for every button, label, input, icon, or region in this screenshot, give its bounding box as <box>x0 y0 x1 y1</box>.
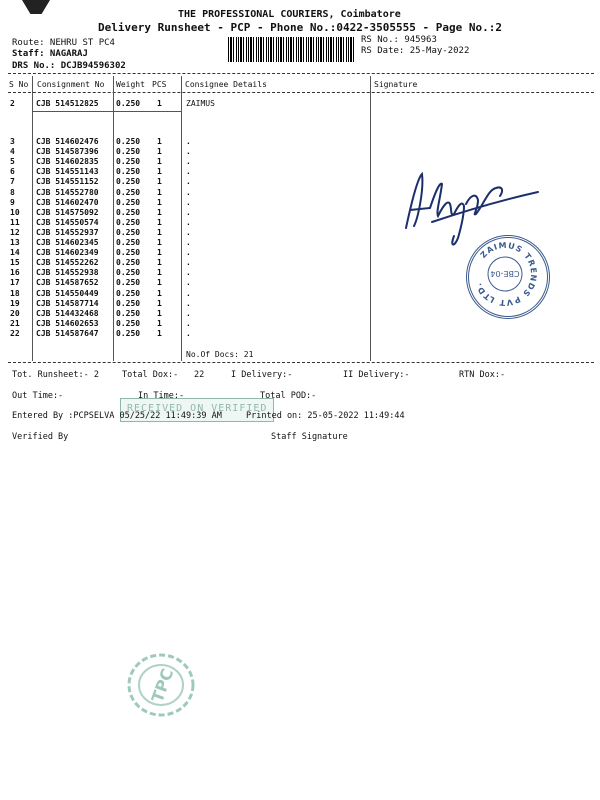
received-stamp-text: RECEIVED ON VERIFIED <box>127 403 268 414</box>
row-consignee: . <box>186 157 191 167</box>
row-consignee: . <box>186 258 191 268</box>
svg-text:ZAIMUS TRENDS PVT LTD.: ZAIMUS TRENDS PVT LTD. <box>473 240 539 308</box>
row-weight: 0.250 <box>116 147 141 157</box>
row-consignment: CJB 514552937 <box>36 227 99 237</box>
row-consignment: CJB 514575092 <box>36 207 99 217</box>
row-sno: 13 <box>10 238 20 247</box>
row-sno: 12 <box>10 227 20 237</box>
row-consignment: CJB 514550449 <box>36 288 99 298</box>
row-consignment: CJB 514552938 <box>36 268 99 278</box>
row-consignee: . <box>186 227 191 237</box>
row-consignee: . <box>186 308 191 318</box>
row-consignment: CJB 514552780 <box>36 187 99 197</box>
row-consignment: CJB 514587652 <box>36 278 99 288</box>
drs-label: DRS No.: DCJB94596302 <box>12 61 126 71</box>
row-pcs: 1 <box>157 268 162 278</box>
i-delivery: I Delivery:- <box>231 370 293 380</box>
row-consignee: . <box>186 268 191 278</box>
row-consignee: ZAIMUS <box>186 99 215 108</box>
corner-mark-icon <box>22 0 50 14</box>
rs-date-label: RS Date: 25-May-2022 <box>361 46 470 56</box>
row-weight: 0.250 <box>116 258 141 268</box>
row-sno: 17 <box>10 278 20 288</box>
row-consignment: CJB 514551143 <box>36 167 99 177</box>
row-consignee: . <box>186 137 191 146</box>
row-pcs: 1 <box>157 258 162 268</box>
row-consignee: . <box>186 238 191 247</box>
row-weight: 0.250 <box>116 227 141 237</box>
staff-signature: Staff Signature <box>271 432 348 442</box>
row-sno: 11 <box>10 217 20 227</box>
runsheet-title: Delivery Runsheet - PCP - Phone No.:0422-3505555 - Page No.:2 <box>98 21 502 34</box>
row-consignment: CJB 514552262 <box>36 258 99 268</box>
row-pcs: 1 <box>157 187 162 197</box>
row-consignment: CJB 514587396 <box>36 147 99 157</box>
svg-text:TPC: TPC <box>147 666 178 705</box>
row-weight: 0.250 <box>116 167 141 177</box>
no-of-docs: No.Of Docs: 21 <box>186 350 254 359</box>
rtn-dox: RTN Dox:- <box>459 370 506 380</box>
row-pcs: 1 <box>157 167 162 177</box>
printed-on: Printed on: 25-05-2022 11:49:44 <box>246 411 405 421</box>
company-seal-text <box>470 239 540 309</box>
row-pcs: 1 <box>157 318 162 328</box>
row-consignee: . <box>186 318 191 328</box>
row-consignment: CJB 514551152 <box>36 177 99 187</box>
row-consignee: . <box>186 197 191 207</box>
col-sno: S No <box>9 80 29 89</box>
row-consignee: . <box>186 298 191 308</box>
row-pcs: 1 <box>157 207 162 217</box>
row-consignment: CJB 514602476 <box>36 137 99 146</box>
row-weight: 0.250 <box>116 308 141 318</box>
row-weight: 0.250 <box>116 298 141 308</box>
row-consignment: CJB 514602345 <box>36 238 99 247</box>
row-pcs: 1 <box>157 197 162 207</box>
row-pcs: 1 <box>157 157 162 167</box>
row-consignee: . <box>186 147 191 157</box>
row-pcs: 1 <box>157 227 162 237</box>
row-pcs: 1 <box>157 137 162 146</box>
row-sno: 2 <box>10 99 15 108</box>
row-pcs: 1 <box>157 147 162 157</box>
row-weight: 0.250 <box>116 268 141 278</box>
row-weight: 0.250 <box>116 207 141 217</box>
row-consignment: CJB 514602835 <box>36 157 99 167</box>
table-row <box>0 329 600 340</box>
ii-delivery: II Delivery:- <box>343 370 410 380</box>
row-consignee: . <box>186 187 191 197</box>
row-consignee: . <box>186 248 191 258</box>
rs-no-label: RS No.: 945963 <box>361 35 437 45</box>
row-sno: 14 <box>10 248 20 258</box>
row-sno: 10 <box>10 207 20 217</box>
row-sno: 16 <box>10 268 20 278</box>
row-weight: 0.250 <box>116 248 141 258</box>
row-weight: 0.250 <box>116 217 141 227</box>
svg-text:CBE-04: CBE-04 <box>490 269 520 278</box>
row-sno: 19 <box>10 298 20 308</box>
row-consignee: . <box>186 328 191 338</box>
row-sno: 5 <box>10 157 15 167</box>
company-name: THE PROFESSIONAL COURIERS, Coimbatore <box>178 9 401 20</box>
row-pcs: 1 <box>157 217 162 227</box>
out-time: Out Time:- <box>12 391 64 401</box>
row-pcs: 1 <box>157 177 162 187</box>
row-weight: 0.250 <box>116 288 141 298</box>
row-sno: 3 <box>10 137 15 146</box>
row-consignee: . <box>186 288 191 298</box>
row-sno: 18 <box>10 288 20 298</box>
table-row <box>0 99 600 110</box>
col-weight: Weight <box>116 80 145 89</box>
col-pcs: PCS <box>152 80 167 89</box>
column-header-divider <box>8 92 594 93</box>
row-sno: 15 <box>10 258 20 268</box>
row-pcs: 1 <box>157 248 162 258</box>
green-stamp <box>124 650 198 720</box>
row-weight: 0.250 <box>116 197 141 207</box>
row-consignee: . <box>186 207 191 217</box>
row-weight: 0.250 <box>116 177 141 187</box>
row-sno: 6 <box>10 167 15 177</box>
total-pod: Total POD:- <box>260 391 317 401</box>
row-underline <box>32 111 181 112</box>
header-divider <box>8 73 594 74</box>
row-sno: 8 <box>10 187 15 197</box>
row-consignee: . <box>186 217 191 227</box>
row-pcs: 1 <box>157 328 162 338</box>
row-pcs: 1 <box>157 278 162 288</box>
in-time: In Time:- <box>138 391 185 401</box>
row-weight: 0.250 <box>116 278 141 288</box>
col-consignment: Consignment No <box>37 80 105 89</box>
row-pcs: 1 <box>157 238 162 247</box>
row-weight: 0.250 <box>116 238 141 247</box>
row-consignment: CJB 514602653 <box>36 318 99 328</box>
row-sno: 21 <box>10 318 20 328</box>
verified-by: Verified By <box>12 432 69 442</box>
row-consignment: CJB 514587647 <box>36 328 99 338</box>
row-consignee: . <box>186 278 191 288</box>
row-weight: 0.250 <box>116 318 141 328</box>
row-consignee: . <box>186 167 191 177</box>
total-dox-value: 22 <box>194 370 205 380</box>
row-consignment: CJB 514512825 <box>36 99 99 108</box>
row-sno: 4 <box>10 147 15 157</box>
row-sno: 9 <box>10 197 15 207</box>
row-consignee: . <box>186 177 191 187</box>
route-label: Route: NEHRU ST PC4 <box>12 38 115 48</box>
row-consignment: CJB 514550574 <box>36 217 99 227</box>
row-weight: 0.250 <box>116 328 141 338</box>
barcode-icon <box>228 37 356 62</box>
tot-runsheet: Tot. Runsheet:- 2 <box>12 370 99 380</box>
row-weight: 0.250 <box>116 137 141 146</box>
entered-by: Entered By :PCPSELVA 05/25/22 11:49:39 AM <box>12 411 222 421</box>
row-weight: 0.250 <box>116 187 141 197</box>
row-pcs: 1 <box>157 298 162 308</box>
row-weight: 0.250 <box>116 157 141 167</box>
table-bottom-divider <box>8 362 594 363</box>
total-dox-label: Total Dox:- <box>122 370 179 380</box>
row-consignment: CJB 514432468 <box>36 308 99 318</box>
col-consignee: Consignee Details <box>185 80 267 89</box>
row-weight: 0.250 <box>116 99 141 108</box>
col-signature: Signature <box>374 80 418 89</box>
row-consignment: CJB 514587714 <box>36 298 99 308</box>
row-consignment: CJB 514602470 <box>36 197 99 207</box>
row-sno: 7 <box>10 177 15 187</box>
row-consignment: CJB 514602349 <box>36 248 99 258</box>
row-pcs: 1 <box>157 99 162 108</box>
row-sno: 22 <box>10 328 20 338</box>
staff-label: Staff: NAGARAJ <box>12 49 88 59</box>
row-sno: 20 <box>10 308 20 318</box>
row-pcs: 1 <box>157 288 162 298</box>
row-pcs: 1 <box>157 308 162 318</box>
